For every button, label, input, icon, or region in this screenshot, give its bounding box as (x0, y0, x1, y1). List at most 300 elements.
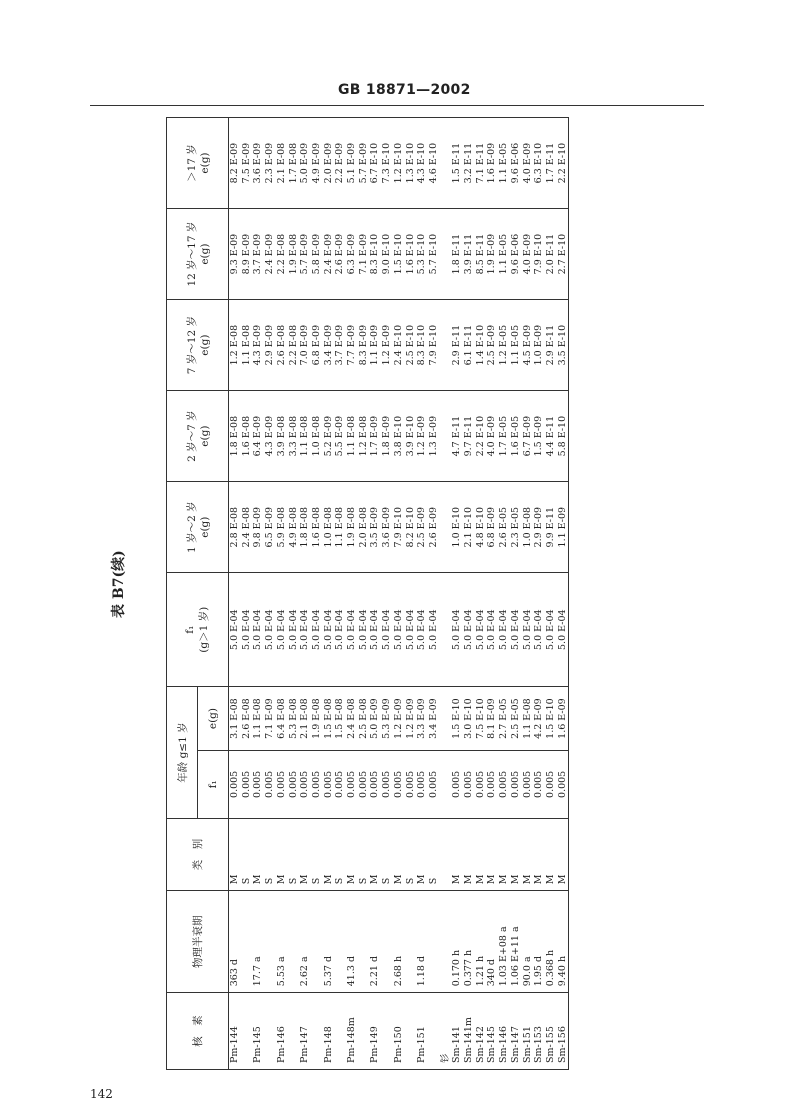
cell-nuclide: Pm-146 (275, 1026, 287, 1063)
cell-e5: 8.2 E-09 (229, 118, 241, 209)
cell-nuclide: Pm-149 (369, 1026, 381, 1063)
cell-f1b: 5.0 E-04 (405, 573, 417, 687)
cell-e5: 7.3 E-10 (381, 118, 393, 209)
table-row (381, 118, 393, 1070)
cell-e3: 2.4 E-10 (393, 300, 405, 391)
table-row (451, 118, 463, 1070)
col-age-7-12-label: 7 岁～12 岁 (186, 316, 198, 375)
cell-e1: 2.9 E-09 (533, 482, 545, 573)
cell-f1: 0.005 (405, 750, 417, 818)
cell-e4: 2.4 E-09 (323, 209, 335, 300)
cell-f1: 0.005 (264, 750, 276, 818)
col-f1-over1-sub: (g＞1 岁) (198, 606, 210, 653)
cell-e0: 1.5 E-10 (545, 687, 557, 751)
cell-half-life (264, 891, 276, 993)
cell-e2: 3.9 E-08 (276, 391, 288, 482)
cell-e2: 1.0 E-08 (311, 391, 323, 482)
cell-e5: 1.5 E-11 (451, 118, 463, 209)
header-rule (90, 105, 704, 106)
cell-f1: 0.005 (299, 750, 311, 818)
cell-type: M (510, 818, 522, 890)
section-empty-cell (440, 391, 452, 482)
cell-nuclide (311, 993, 323, 1070)
cell-nuclide: Pm-150 (392, 1026, 404, 1063)
cell-f1b: 5.0 E-04 (369, 573, 381, 687)
cell-e3: 4.3 E-09 (252, 300, 264, 391)
cell-e0: 1.2 E-09 (405, 687, 417, 751)
cell-e0: 3.1 E-08 (229, 687, 241, 751)
cell-e2: 3.3 E-08 (288, 391, 300, 482)
cell-e1: 9.9 E-11 (545, 482, 557, 573)
cell-half-life (288, 891, 300, 993)
table-row (299, 118, 311, 1070)
cell-e0: 1.1 E-08 (252, 687, 264, 751)
cell-f1b: 5.0 E-04 (299, 573, 311, 687)
cell-e2: 2.2 E-10 (475, 391, 487, 482)
cell-e2: 9.7 E-11 (463, 391, 475, 482)
cell-f1: 0.005 (416, 750, 428, 818)
cell-e3: 6.8 E-09 (311, 300, 323, 391)
cell-e4: 5.7 E-10 (428, 209, 440, 300)
cell-e1: 2.8 E-08 (229, 482, 241, 573)
cell-e4: 2.6 E-09 (334, 209, 346, 300)
table-row (533, 118, 545, 1070)
table-row (311, 118, 323, 1070)
cell-e0: 3.3 E-09 (416, 687, 428, 751)
cell-e2: 1.5 E-09 (533, 391, 545, 482)
cell-half-life: 0.368 h (545, 891, 557, 993)
cell-e5: 2.2 E-10 (557, 118, 569, 209)
cell-e2: 1.1 E-08 (299, 391, 311, 482)
cell-e2: 1.2 E-09 (416, 391, 428, 482)
cell-type: M (416, 818, 428, 890)
cell-f1b: 5.0 E-04 (557, 573, 569, 687)
cell-e0: 3.0 E-10 (463, 687, 475, 751)
cell-nuclide (358, 993, 370, 1070)
cell-f1b: 5.0 E-04 (416, 573, 428, 687)
cell-e4: 9.6 E-06 (510, 209, 522, 300)
table-row (252, 118, 264, 1070)
cell-half-life (358, 891, 370, 993)
col-type: 类 别 (167, 818, 229, 890)
cell-e2: 4.4 E-11 (545, 391, 557, 482)
cell-e4: 1.9 E-08 (288, 209, 300, 300)
table-row (393, 118, 405, 1070)
col-f1-over1-label: f₁ (184, 625, 196, 634)
cell-e3: 1.1 E-09 (369, 300, 381, 391)
table-row (475, 118, 487, 1070)
cell-half-life: 1.18 d (416, 891, 428, 993)
cell-e2: 6.4 E-09 (252, 391, 264, 482)
cell-f1b: 5.0 E-04 (381, 573, 393, 687)
cell-e0: 2.5 E-08 (358, 687, 370, 751)
cell-type: S (264, 818, 276, 890)
table-body-sm (440, 118, 569, 1070)
cell-f1: 0.005 (463, 750, 475, 818)
table-body-pm (229, 118, 440, 1070)
cell-f1: 0.005 (241, 750, 253, 818)
cell-nuclide: Sm-146 (498, 1026, 510, 1063)
cell-f1b: 5.0 E-04 (522, 573, 534, 687)
table-row (416, 118, 428, 1070)
cell-type: M (463, 818, 475, 890)
cell-e0: 1.1 E-08 (522, 687, 534, 751)
cell-e1: 9.8 E-09 (252, 482, 264, 573)
cell-e0: 5.3 E-08 (288, 687, 300, 751)
cell-e4: 2.4 E-09 (264, 209, 276, 300)
cell-type: M (451, 818, 463, 890)
cell-e0: 1.5 E-08 (334, 687, 346, 751)
cell-type: M (498, 818, 510, 890)
section-empty-cell (440, 750, 452, 818)
standard-number: GB 18871—2002 (338, 82, 471, 98)
cell-f1: 0.005 (229, 750, 241, 818)
cell-e2: 1.6 E-05 (510, 391, 522, 482)
cell-half-life: 2.62 a (299, 891, 311, 993)
section-empty-cell (440, 891, 452, 993)
cell-nuclide (241, 993, 253, 1070)
cell-type: S (311, 818, 323, 890)
cell-e5: 5.7 E-09 (358, 118, 370, 209)
table-row (510, 118, 522, 1070)
cell-half-life (334, 891, 346, 993)
cell-e1: 6.8 E-09 (486, 482, 498, 573)
cell-type: M (276, 818, 288, 890)
cell-e3: 1.2 E-09 (381, 300, 393, 391)
cell-nuclide: Pm-145 (252, 1026, 264, 1063)
cell-e1: 1.1 E-09 (557, 482, 569, 573)
table-row (557, 118, 569, 1070)
cell-half-life (241, 891, 253, 993)
section-row (440, 118, 452, 1070)
cell-e0: 1.5 E-08 (323, 687, 335, 751)
cell-e5: 7.1 E-11 (475, 118, 487, 209)
table-row (323, 118, 335, 1070)
cell-e5: 7.5 E-09 (241, 118, 253, 209)
cell-e5: 1.1 E-05 (498, 118, 510, 209)
cell-e1: 2.6 E-09 (428, 482, 440, 573)
cell-e2: 1.2 E-08 (358, 391, 370, 482)
cell-e5: 2.0 E-09 (323, 118, 335, 209)
cell-f1b: 5.0 E-04 (241, 573, 253, 687)
cell-f1: 0.005 (486, 750, 498, 818)
cell-e3: 1.1 E-05 (510, 300, 522, 391)
rotated-table-container (166, 117, 698, 1070)
cell-e1: 2.5 E-09 (416, 482, 428, 573)
cell-e3: 7.9 E-10 (428, 300, 440, 391)
cell-type: M (522, 818, 534, 890)
cell-e4: 2.7 E-10 (557, 209, 569, 300)
cell-e0: 3.4 E-09 (428, 687, 440, 751)
cell-half-life: 0.377 h (463, 891, 475, 993)
table-row (545, 118, 557, 1070)
cell-e3: 1.0 E-09 (533, 300, 545, 391)
cell-half-life: 9.40 h (557, 891, 569, 993)
cell-e1: 5.9 E-08 (276, 482, 288, 573)
cell-e2: 5.2 E-09 (323, 391, 335, 482)
cell-f1b: 5.0 E-04 (323, 573, 335, 687)
cell-e0: 8.1 E-09 (486, 687, 498, 751)
cell-e5: 4.3 E-10 (416, 118, 428, 209)
cell-e4: 8.9 E-09 (241, 209, 253, 300)
cell-e4: 1.1 E-05 (498, 209, 510, 300)
cell-type: M (545, 818, 557, 890)
dose-coefficient-table (166, 117, 569, 1070)
col-age-17-eg: e(g) (199, 152, 211, 174)
cell-half-life: 1.03 E+08 a (498, 891, 510, 993)
cell-e0: 7.1 E-09 (264, 687, 276, 751)
cell-nuclide: Sm-151 (521, 1026, 533, 1063)
cell-e1: 2.0 E-08 (358, 482, 370, 573)
cell-e2: 1.8 E-09 (381, 391, 393, 482)
cell-e0: 1.5 E-10 (451, 687, 463, 751)
cell-e0: 1.6 E-09 (557, 687, 569, 751)
table-row (264, 118, 276, 1070)
cell-f1b: 5.0 E-04 (346, 573, 358, 687)
cell-f1b: 5.0 E-04 (229, 573, 241, 687)
cell-type: M (533, 818, 545, 890)
cell-e1: 7.9 E-10 (393, 482, 405, 573)
cell-e1: 1.9 E-08 (346, 482, 358, 573)
cell-nuclide (428, 993, 440, 1070)
cell-type: M (557, 818, 569, 890)
cell-half-life: 340 d (486, 891, 498, 993)
cell-half-life: 41.3 d (346, 891, 358, 993)
cell-f1: 0.005 (533, 750, 545, 818)
cell-e3: 2.5 E-09 (486, 300, 498, 391)
cell-nuclide: Sm-153 (533, 1026, 545, 1063)
cell-e3: 3.5 E-10 (557, 300, 569, 391)
cell-e1: 4.9 E-08 (288, 482, 300, 573)
cell-e3: 3.4 E-09 (323, 300, 335, 391)
table-row (358, 118, 370, 1070)
table-row (276, 118, 288, 1070)
cell-e5: 1.3 E-10 (405, 118, 417, 209)
cell-f1: 0.005 (311, 750, 323, 818)
cell-f1b: 5.0 E-04 (276, 573, 288, 687)
cell-e3: 1.4 E-10 (475, 300, 487, 391)
col-f1: f₁ (198, 750, 229, 818)
cell-e1: 1.1 E-08 (334, 482, 346, 573)
cell-e5: 2.1 E-08 (276, 118, 288, 209)
cell-e4: 8.5 E-11 (475, 209, 487, 300)
cell-type: M (252, 818, 264, 890)
section-empty-cell (440, 482, 452, 573)
cell-half-life (428, 891, 440, 993)
cell-nuclide: Sm-155 (544, 1026, 556, 1063)
cell-e5: 5.0 E-09 (299, 118, 311, 209)
cell-f1: 0.005 (334, 750, 346, 818)
cell-e3: 2.5 E-10 (405, 300, 417, 391)
cell-f1b: 5.0 E-04 (486, 573, 498, 687)
table-row (486, 118, 498, 1070)
cell-e5: 2.2 E-09 (334, 118, 346, 209)
cell-e5: 1.7 E-11 (545, 118, 557, 209)
cell-e2: 4.0 E-09 (486, 391, 498, 482)
cell-e1: 2.3 E-05 (510, 482, 522, 573)
cell-e3: 8.3 E-09 (358, 300, 370, 391)
cell-f1b: 5.0 E-04 (533, 573, 545, 687)
col-age-12-17-label: 12 岁～17 岁 (186, 221, 198, 287)
cell-half-life: 90.0 a (522, 891, 534, 993)
cell-nuclide (264, 993, 276, 1070)
cell-half-life (405, 891, 417, 993)
cell-e1: 3.6 E-09 (381, 482, 393, 573)
cell-type: M (323, 818, 335, 890)
cell-e4: 9.0 E-10 (381, 209, 393, 300)
cell-e2: 1.7 E-09 (369, 391, 381, 482)
cell-e4: 1.5 E-10 (393, 209, 405, 300)
col-age-12-17 (167, 209, 229, 300)
cell-type: S (288, 818, 300, 890)
table-row (346, 118, 358, 1070)
cell-e5: 1.2 E-10 (393, 118, 405, 209)
cell-e3: 4.5 E-09 (522, 300, 534, 391)
cell-type: M (486, 818, 498, 890)
cell-nuclide: Pm-148m (346, 1017, 358, 1063)
cell-e3: 2.9 E-09 (264, 300, 276, 391)
cell-half-life: 17.7 a (252, 891, 264, 993)
cell-e4: 5.3 E-10 (416, 209, 428, 300)
section-label: 钐 (439, 1053, 451, 1063)
table-row (405, 118, 417, 1070)
col-age-7-12 (167, 300, 229, 391)
cell-f1: 0.005 (545, 750, 557, 818)
cell-f1: 0.005 (323, 750, 335, 818)
cell-f1b: 5.0 E-04 (288, 573, 300, 687)
cell-f1: 0.005 (381, 750, 393, 818)
cell-type: M (229, 818, 241, 890)
cell-e3: 1.2 E-08 (229, 300, 241, 391)
col-age-1-2 (167, 482, 229, 573)
cell-e0: 4.2 E-09 (533, 687, 545, 751)
cell-e4: 7.9 E-10 (533, 209, 545, 300)
col-age-12-17-eg: e(g) (199, 243, 211, 265)
cell-e3: 8.3 E-10 (416, 300, 428, 391)
cell-e4: 4.0 E-09 (522, 209, 534, 300)
cell-e5: 1.6 E-09 (486, 118, 498, 209)
cell-f1b: 5.0 E-04 (451, 573, 463, 687)
section-empty-cell (440, 687, 452, 751)
cell-f1b: 5.0 E-04 (334, 573, 346, 687)
table-row (334, 118, 346, 1070)
cell-e0: 2.7 E-05 (498, 687, 510, 751)
cell-e3: 6.1 E-11 (463, 300, 475, 391)
cell-f1b: 5.0 E-04 (264, 573, 276, 687)
cell-f1: 0.005 (451, 750, 463, 818)
cell-f1: 0.005 (475, 750, 487, 818)
cell-f1b: 5.0 E-04 (475, 573, 487, 687)
cell-e2: 5.5 E-09 (334, 391, 346, 482)
col-half-life: 物理半衰期 (167, 891, 229, 993)
cell-f1b: 5.0 E-04 (311, 573, 323, 687)
cell-e2: 3.8 E-10 (393, 391, 405, 482)
cell-nuclide: Sm-156 (556, 1026, 568, 1063)
cell-e5: 4.0 E-09 (522, 118, 534, 209)
col-nuclide: 核 素 (167, 993, 229, 1070)
cell-type: M (393, 818, 405, 890)
cell-nuclide (405, 993, 417, 1070)
cell-half-life: 363 d (229, 891, 241, 993)
col-age-17 (167, 118, 229, 209)
col-age-2-7-label: 2 岁～7 岁 (186, 410, 198, 462)
cell-e3: 7.7 E-09 (346, 300, 358, 391)
cell-e1: 1.0 E-10 (451, 482, 463, 573)
col-age-group-1: 年龄 g≤1 岁 (167, 687, 198, 819)
cell-e1: 6.5 E-09 (264, 482, 276, 573)
cell-e5: 4.9 E-09 (311, 118, 323, 209)
cell-e4: 2.2 E-08 (276, 209, 288, 300)
cell-half-life (381, 891, 393, 993)
cell-f1: 0.005 (428, 750, 440, 818)
section-empty-cell (440, 573, 452, 687)
col-age-7-12-eg: e(g) (199, 334, 211, 356)
page-number: 142 (90, 1087, 113, 1101)
table-row (288, 118, 300, 1070)
cell-e5: 6.7 E-10 (369, 118, 381, 209)
cell-e4: 3.9 E-11 (463, 209, 475, 300)
cell-e4: 3.7 E-09 (252, 209, 264, 300)
cell-f1b: 5.0 E-04 (358, 573, 370, 687)
cell-f1b: 5.0 E-04 (393, 573, 405, 687)
cell-half-life: 1.06 E+11 a (510, 891, 522, 993)
cell-nuclide: Pm-151 (416, 1026, 428, 1063)
cell-e3: 2.9 E-11 (451, 300, 463, 391)
cell-nuclide: Pm-144 (229, 1026, 240, 1063)
cell-f1: 0.005 (358, 750, 370, 818)
cell-e4: 8.3 E-10 (369, 209, 381, 300)
cell-e2: 5.8 E-10 (557, 391, 569, 482)
table-row (428, 118, 440, 1070)
table-caption: 表 B7(续) (111, 550, 127, 618)
cell-type: M (475, 818, 487, 890)
cell-f1b: 5.0 E-04 (428, 573, 440, 687)
cell-f1: 0.005 (288, 750, 300, 818)
cell-e4: 7.1 E-09 (358, 209, 370, 300)
col-age-2-7-eg: e(g) (199, 425, 211, 447)
cell-e2: 1.6 E-08 (241, 391, 253, 482)
cell-e1: 3.5 E-09 (369, 482, 381, 573)
cell-type: S (428, 818, 440, 890)
cell-f1: 0.005 (557, 750, 569, 818)
cell-e0: 5.3 E-09 (381, 687, 393, 751)
cell-nuclide: Sm-141m (463, 1017, 475, 1063)
cell-type: S (241, 818, 253, 890)
cell-e2: 4.3 E-09 (264, 391, 276, 482)
cell-e3: 3.7 E-09 (334, 300, 346, 391)
cell-type: S (381, 818, 393, 890)
cell-e4: 6.3 E-09 (346, 209, 358, 300)
cell-half-life: 1.21 h (475, 891, 487, 993)
cell-half-life: 5.37 d (323, 891, 335, 993)
cell-e5: 2.3 E-09 (264, 118, 276, 209)
table-row (241, 118, 253, 1070)
table-row (463, 118, 475, 1070)
cell-e5: 4.6 E-10 (428, 118, 440, 209)
cell-e4: 9.3 E-09 (229, 209, 241, 300)
col-f1-over1 (167, 573, 229, 687)
cell-f1: 0.005 (393, 750, 405, 818)
cell-e5: 1.7 E-08 (288, 118, 300, 209)
cell-type: M (299, 818, 311, 890)
cell-e2: 1.8 E-08 (229, 391, 241, 482)
cell-half-life (311, 891, 323, 993)
cell-e5: 9.6 E-06 (510, 118, 522, 209)
cell-e3: 1.2 E-05 (498, 300, 510, 391)
table-row (522, 118, 534, 1070)
cell-e3: 2.2 E-08 (288, 300, 300, 391)
section-empty-cell (440, 209, 452, 300)
